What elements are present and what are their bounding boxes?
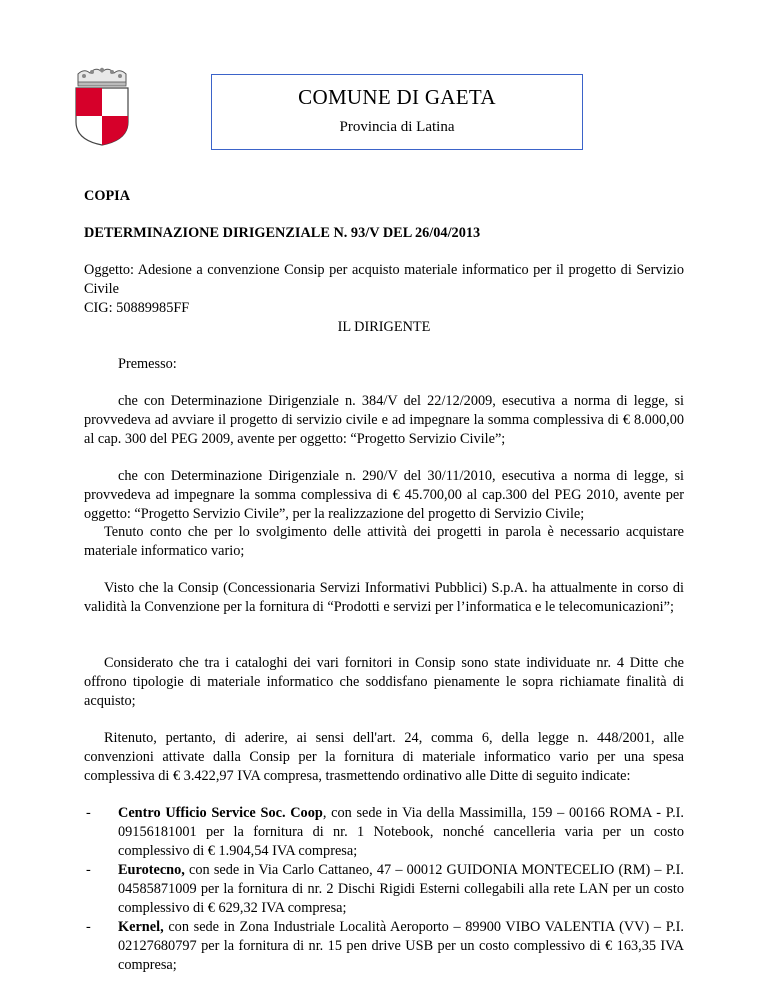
list-item — [84, 861, 684, 918]
municipality-title: COMUNE DI GAETA — [298, 85, 496, 109]
paragraph-3: Tenuto conto che per lo svolgimento delle attività dei progetti in parola è necessario acquistare materiale informatico vario; — [84, 524, 684, 559]
supplier-details: con sede in Zona Industriale Località Aeroporto – 89900 VIBO VALENTIA (VV) – P.I. 02127680797 per la fornitura di nr. 15 pen drive USB per un costo complessivo di € 163,35 IVA compresa; — [118, 919, 684, 973]
list-item — [84, 918, 684, 975]
paragraph-5: Considerato che tra i cataloghi dei vari fornitori in Consip sono state individuate nr. 4 Ditte che offrono tipologie di materiale informatico che soddisfano pienamente le sopra richiamate finalità di acquisto; — [84, 655, 684, 709]
dirigente-heading: IL DIRIGENTE — [337, 319, 431, 335]
determination-heading: DETERMINAZIONE DIRIGENZIALE N. 93/V DEL 26/04/2013 — [84, 225, 481, 241]
paragraph-6: Ritenuto, pertanto, di aderire, ai sensi dell'art. 24, comma 6, della legge n. 448/2001, alle convenzioni attivate dalla Consip per la fornitura di materiale informatico vario per una spesa complessiva di € 3.422,97 IVA compresa, trasmettendo ordinativo alle Ditte di seguito indicate: — [84, 730, 684, 784]
supplier-name: Kernel, — [118, 919, 164, 935]
supplier-name: Eurotecno, — [118, 862, 185, 878]
subject-text: Oggetto: Adesione a convenzione Consip per acquisto materiale informatico per il progetto di Servizio Civile — [84, 262, 684, 297]
subject-block — [84, 261, 684, 318]
supplier-name: Centro Ufficio Service Soc. Coop — [118, 805, 323, 821]
list-item — [84, 804, 684, 861]
province-subtitle: Provincia di Latina — [339, 119, 455, 135]
coat-of-arms-logo — [70, 64, 134, 146]
copy-label: COPIA — [84, 188, 131, 204]
paragraph-1: che con Determinazione Dirigenziale n. 384/V del 22/12/2009, esecutiva a norma di legge, si provvedeva ad avviare il progetto di servizio civile e ad impegnare la somma complessiva di € 8.000,00 al cap. 300 del PEG 2009, avente per oggetto: “Progetto Servizio Civile”; — [84, 393, 684, 447]
cig-code: CIG: 50889985FF — [84, 300, 190, 316]
list-dash: - — [86, 805, 91, 821]
paragraph-4: Visto che la Consip (Concessionaria Servizi Informativi Pubblici) S.p.A. ha attualmente in corso di validità la Convenzione per la fornitura di “Prodotti e servizi per l’informatica e le telecomunicazioni”; — [84, 580, 684, 615]
paragraph-2: che con Determinazione Dirigenziale n. 290/V del 30/11/2010, esecutiva a norma di legge, si provvedeva ad impegnare la somma complessiva di € 45.700,00 al cap.300 del PEG 2010, avente per oggetto: “Progetto Servizio Civile”, per la realizzazione del progetto di Servizio Civile; — [84, 468, 684, 522]
list-dash: - — [86, 862, 91, 878]
supplier-details: con sede in Via Carlo Cattaneo, 47 – 00012 GUIDONIA MONTECELIO (RM) – P.I. 04585871009 per la fornitura di nr. 2 Dischi Rigidi Esterni collegabili alla rete LAN per un costo complessivo di € 629,32 IVA compresa; — [118, 862, 684, 916]
supplier-details: , con sede in Via della Massimilla, 159 – 00166 ROMA - P.I. 09156181001 per la fornitura di nr. 1 Notebook, nonché cancelleria varia per un costo complessivo di € 1.904,54 IVA compresa; — [118, 805, 685, 859]
premesso-label: Premesso: — [118, 356, 177, 372]
list-dash: - — [86, 919, 91, 935]
header-box — [211, 74, 583, 150]
supplier-list — [84, 804, 684, 975]
